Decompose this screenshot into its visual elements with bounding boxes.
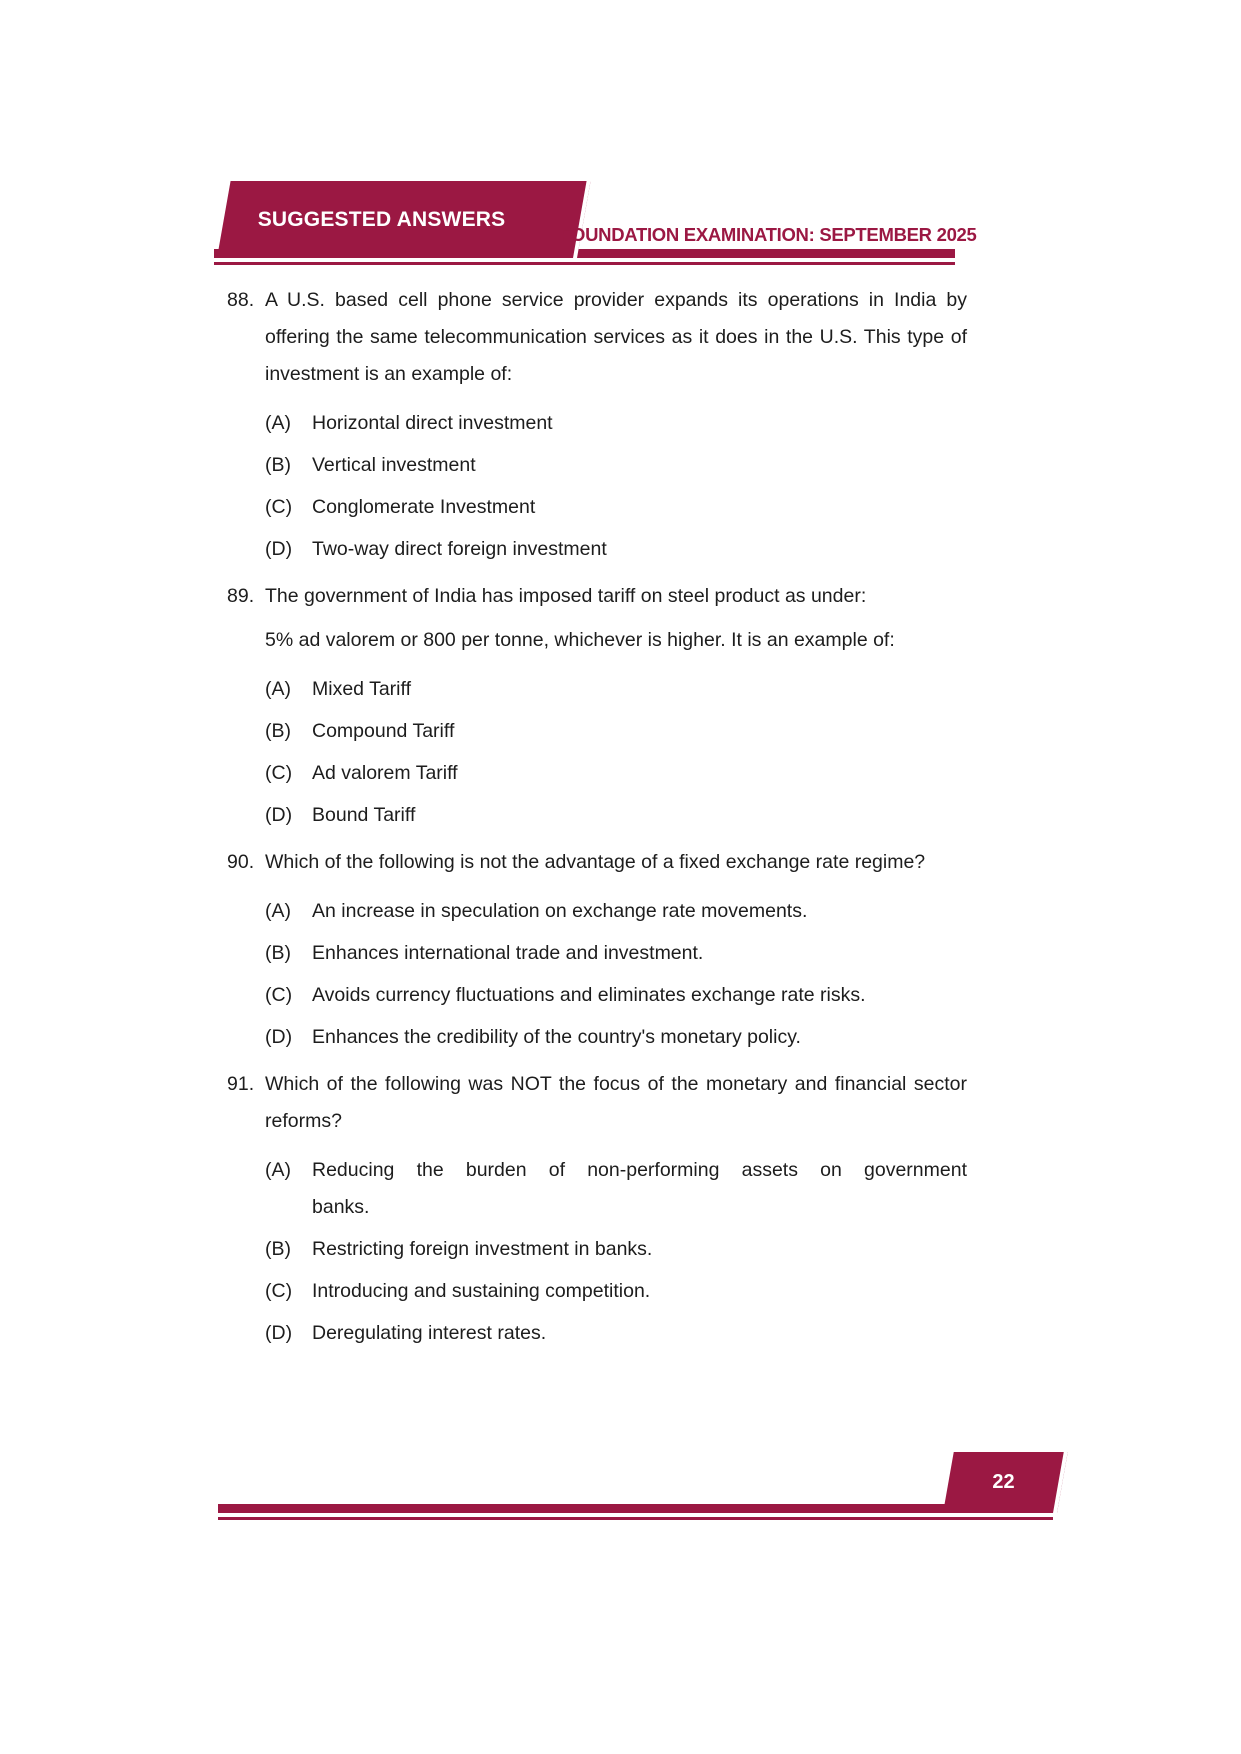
question-body (265, 282, 967, 568)
answer-option (265, 893, 967, 930)
option-body (312, 755, 967, 792)
question-number: 90. (227, 851, 255, 873)
option-text: Horizontal direct investment (312, 412, 553, 434)
option-body (312, 1231, 967, 1268)
answer-option (265, 1231, 967, 1268)
option-list (265, 893, 967, 1056)
option-label: (A) (265, 412, 291, 434)
answer-option (265, 1019, 967, 1056)
footer-rule-thick (218, 1504, 1053, 1513)
option-body (312, 935, 967, 972)
question-body (265, 578, 967, 834)
option-body (312, 447, 967, 484)
option-list (265, 405, 967, 568)
question (227, 844, 967, 1056)
header-badge (217, 181, 591, 258)
option-text: Vertical investment (312, 454, 476, 476)
option-body (312, 977, 967, 1014)
page-number: 22 (992, 1471, 1015, 1493)
option-text: Ad valorem Tariff (312, 762, 458, 784)
answer-option (265, 1273, 967, 1310)
answer-option (265, 935, 967, 972)
option-label: (D) (265, 1026, 293, 1048)
question-text: The government of India has imposed tariff on steel product as under: (265, 585, 867, 607)
option-label: (C) (265, 984, 293, 1006)
option-label: (B) (265, 1238, 291, 1260)
footer-rule-thin (218, 1517, 1053, 1520)
option-label: (D) (265, 538, 293, 560)
option-label: (B) (265, 454, 291, 476)
question-body (265, 1066, 967, 1352)
option-label: (C) (265, 496, 293, 518)
option-body (312, 893, 967, 930)
question-text: Which of the following is not the advantage of a fixed exchange rate regime? (265, 851, 926, 873)
question-subtext: 5% ad valorem or 800 per tonne, whichever is higher. It is an example of: (265, 629, 895, 651)
header-title: FOUNDATION EXAMINATION: SEPTEMBER 2025 (560, 224, 977, 245)
option-label: (A) (265, 900, 291, 922)
option-text: Deregulating interest rates. (312, 1322, 547, 1344)
answer-option (265, 713, 967, 750)
option-text: An increase in speculation on exchange rate movements. (312, 900, 808, 922)
option-text: Introducing and sustaining competition. (312, 1280, 651, 1302)
option-text: Two-way direct foreign investment (312, 538, 607, 560)
option-text: Avoids currency fluctuations and eliminates exchange rate risks. (312, 984, 866, 1006)
option-body (312, 1152, 967, 1226)
option-text-line2: banks. (312, 1196, 370, 1218)
option-list (265, 1152, 967, 1352)
answer-option (265, 405, 967, 442)
answer-option (265, 1152, 967, 1226)
answer-option (265, 671, 967, 708)
option-label: (C) (265, 762, 293, 784)
question-text: A U.S. based cell phone service provider expands its operations in India by offering the same telecommunication services as it does in the U.S. This type of investment is an example of: (265, 289, 967, 385)
option-body (312, 713, 967, 750)
option-body (312, 1315, 967, 1352)
answer-option (265, 489, 967, 526)
option-label: (B) (265, 942, 291, 964)
question (227, 282, 967, 568)
option-text: Enhances international trade and investment. (312, 942, 704, 964)
option-label: (A) (265, 1159, 291, 1181)
option-text: Mixed Tariff (312, 678, 411, 700)
header-rule-thin (214, 262, 955, 265)
question-body (265, 844, 967, 1056)
question-number: 89. (227, 585, 255, 607)
option-label: (A) (265, 678, 291, 700)
option-text: Enhances the credibility of the country's monetary policy. (312, 1026, 801, 1048)
option-text: Compound Tariff (312, 720, 455, 742)
page-number-badge (943, 1452, 1068, 1513)
option-label: (D) (265, 1322, 293, 1344)
option-text: Restricting foreign investment in banks. (312, 1238, 653, 1260)
option-label: (C) (265, 1280, 293, 1302)
question-text: Which of the following was NOT the focus of the monetary and financial sector reforms? (265, 1073, 967, 1132)
answer-option (265, 531, 967, 568)
option-body (312, 531, 967, 568)
answer-option (265, 977, 967, 1014)
question-number: 88. (227, 289, 255, 311)
option-label: (B) (265, 720, 291, 742)
option-body (312, 1273, 967, 1310)
option-label: (D) (265, 804, 293, 826)
option-text: Bound Tariff (312, 804, 416, 826)
answer-option (265, 797, 967, 834)
option-body (312, 671, 967, 708)
answer-option (265, 755, 967, 792)
question-number: 91. (227, 1073, 255, 1095)
option-text: Reducing the burden of non-performing assets on government (312, 1159, 967, 1181)
header-badge-label: SUGGESTED ANSWERS (257, 207, 506, 231)
option-body (312, 405, 967, 442)
questions (227, 282, 967, 1362)
question (227, 578, 967, 834)
option-body (312, 1019, 967, 1056)
option-text: Conglomerate Investment (312, 496, 536, 518)
option-body (312, 489, 967, 526)
question (227, 1066, 967, 1352)
answer-option (265, 447, 967, 484)
option-body (312, 797, 967, 834)
option-list (265, 671, 967, 834)
answer-option (265, 1315, 967, 1352)
